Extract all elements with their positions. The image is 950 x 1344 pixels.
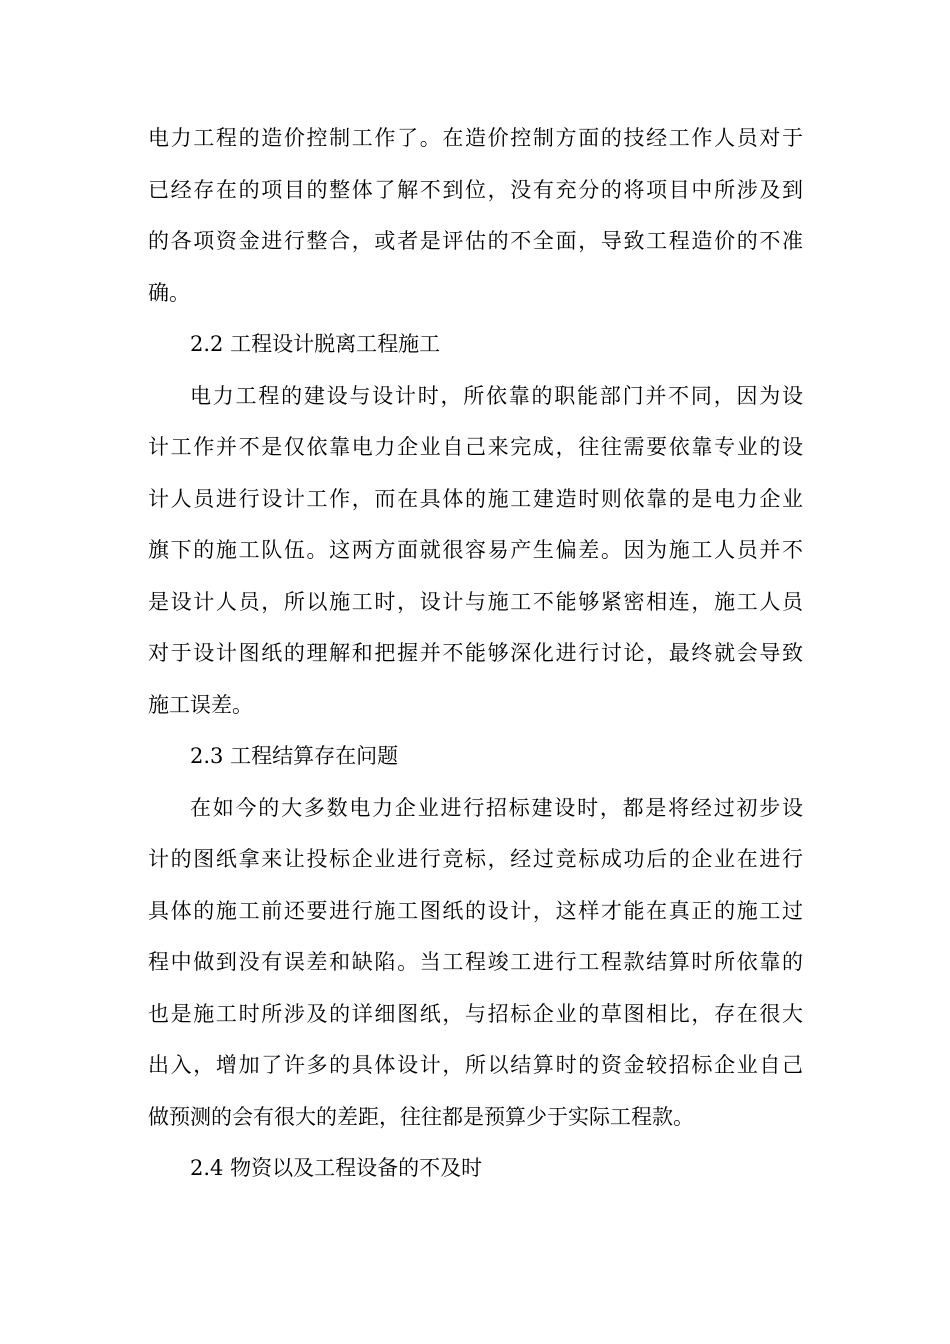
section-heading-2-3: 2.3 工程结算存在问题 (190, 744, 399, 768)
text-line: 施工误差。 (148, 692, 253, 717)
section-heading-2-4: 2.4 物资以及工程设备的不及时 (190, 1156, 483, 1180)
text-line: 电力工程的造价控制工作了。在造价控制方面的技经工作人员对于 (148, 126, 803, 150)
paragraph-cost-control-continuation (148, 113, 803, 319)
text-line: 计的图纸拿来让投标企业进行竞标，经过竞标成功后的企业在进行 (148, 847, 803, 871)
paragraph-design-vs-construction (148, 371, 803, 732)
text-line: 的各项资金进行整合，或者是评估的不全面，导致工程造价的不准 (148, 229, 803, 253)
text-line: 也是施工时所涉及的详细图纸，与招标企业的草图相比，存在很大 (148, 1001, 803, 1026)
document-body (148, 113, 803, 1195)
text-line: 是设计人员，所以施工时，设计与施工不能够紧密相连，施工人员 (148, 589, 803, 614)
text-line: 确。 (148, 280, 190, 305)
text-line: 做预测的会有很大的差距，往往都是预算少于实际工程款。 (148, 1104, 694, 1129)
text-line: 计人员进行设计工作，而在具体的施工建造时则依靠的是电力企业 (148, 486, 803, 511)
text-line: 程中做到没有误差和缺陷。当工程竣工进行工程款结算时所依靠的 (148, 950, 803, 974)
text-line: 旗下的施工队伍。这两方面就很容易产生偏差。因为施工人员并不 (148, 538, 803, 562)
text-line: 在如今的大多数电力企业进行招标建设时，都是将经过初步设 (190, 795, 803, 820)
text-line: 已经存在的项目的整体了解不到位，没有充分的将项目中所涉及到 (148, 177, 803, 202)
text-line: 具体的施工前还要进行施工图纸的设计，这样才能在真正的施工过 (148, 898, 803, 923)
paragraph-settlement-issues (148, 783, 803, 1144)
text-line: 计工作并不是仅依靠电力企业自己来完成，往往需要依靠专业的设 (148, 435, 803, 459)
text-line: 出入，增加了许多的具体设计，所以结算时的资金较招标企业自己 (148, 1053, 803, 1077)
section-heading-2-2: 2.2 工程设计脱离工程施工 (190, 332, 441, 356)
text-line: 电力工程的建设与设计时，所依靠的职能部门并不同，因为设 (190, 383, 803, 408)
text-line: 对于设计图纸的理解和把握并不能够深化进行讨论，最终就会导致 (148, 641, 803, 665)
